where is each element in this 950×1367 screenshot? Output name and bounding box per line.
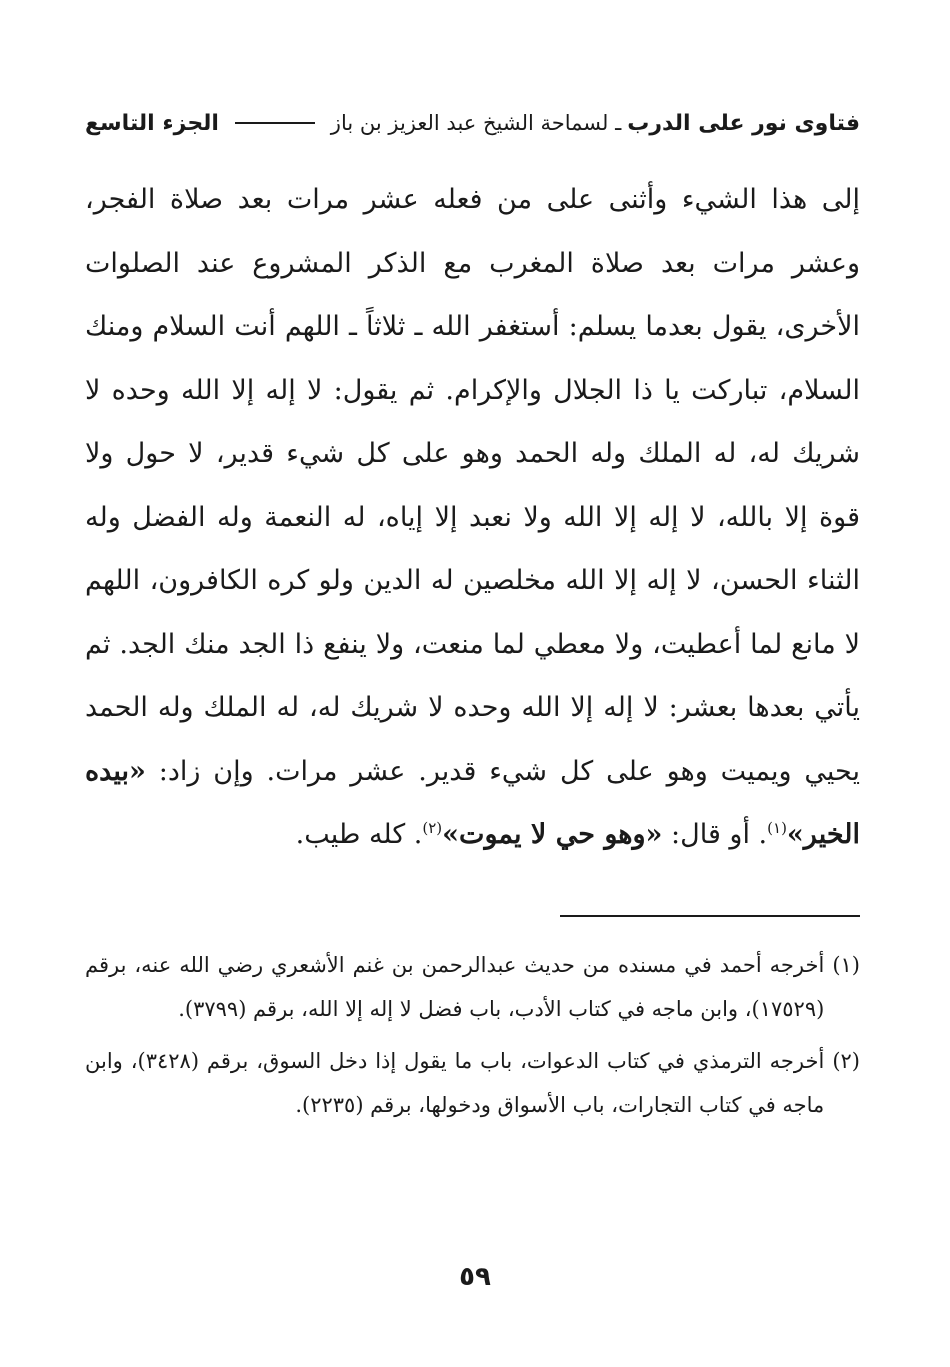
paragraph-text-end: . كله طيب. — [295, 819, 423, 850]
header-title-group — [331, 111, 860, 136]
paragraph-text-between: . أو قال: — [662, 819, 768, 850]
footnote-separator — [560, 915, 860, 917]
header-rule — [235, 122, 315, 124]
footnote-1 — [85, 943, 860, 1031]
running-header — [85, 103, 860, 143]
header-book-title: فتاوى نور على الدرب — [627, 110, 860, 136]
header-author: ـ لسماحة الشيخ عبد العزيز بن باز — [330, 111, 622, 135]
footnote-number: (١) — [832, 953, 860, 977]
paragraph-text: إلى هذا الشيء وأثنى على من فعله عشر مرات بعد صلاة الفجر، وعشر مرات بعد صلاة المغرب مع الذكر المشروع عند الصلوات الأخرى، يقول بعدما يسلم: أستغفر الله ـ ثلاثاً ـ اللهم أنت السلام ومنك السلام، تباركت يا ذا الجلال والإكرام. ثم يقول: لا إله إلا الله وحده لا شريك له، له الملك وله الحمد وهو على كل شيء قدير، لا حول ولا قوة إلا بالله، لا إله إلا الله ولا نعبد إلا إياه، له النعمة وله الفضل وله الثناء الحسن، لا إله إلا الله مخلصين له الدين ولو كره الكافرون، اللهم لا مانع لما أعطيت، ولا معطي لما منعت، ولا ينفع ذا الجد منك الجد. ثم يأتي بعدها بعشر: لا إله إلا الله وحده لا شريك له، له الملك وله الحمد يحيي ويميت وهو على كل شيء قدير. عشر مرات. وإن زاد: — [85, 184, 860, 787]
hadith-quote-1: «بيده الخير» — [85, 755, 860, 850]
main-text — [85, 168, 860, 867]
footnote-number: (٢) — [832, 1049, 860, 1073]
footnote-2 — [85, 1039, 860, 1127]
footnote-ref-1: (١) — [767, 819, 787, 837]
page-number: ٥٩ — [459, 1262, 491, 1292]
hadith-quote-2: «وهو حي لا يموت» — [442, 819, 663, 850]
footnotes — [85, 943, 860, 1135]
footnote-ref-2: (٢) — [422, 819, 443, 837]
footnote-text: أخرجه أحمد في مسنده من حديث عبدالرحمن بن غنم الأشعري رضي الله عنه، برقم (١٧٥٢٩)، وابن ماجه في كتاب الأدب، باب فضل لا إله إلا الله، برقم (٣٧٩٩). — [85, 953, 825, 1021]
header-volume: الجزء التاسع — [85, 110, 219, 136]
footnote-text: أخرجه الترمذي في كتاب الدعوات، باب ما يقول إذا دخل السوق، برقم (٣٤٢٨)، وابن ماجه في كتاب التجارات، باب الأسواق ودخولها، برقم (٢٢٣٥). — [85, 1049, 825, 1117]
main-paragraph — [85, 168, 860, 867]
